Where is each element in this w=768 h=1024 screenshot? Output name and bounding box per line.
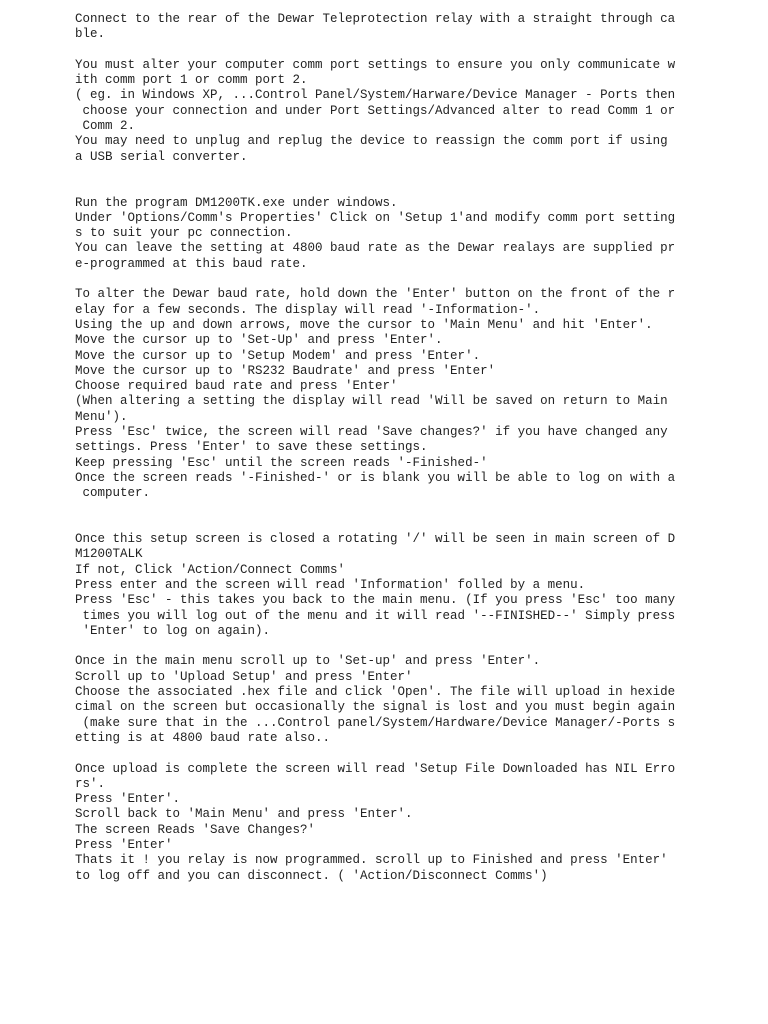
text-line: times you will log out of the menu and it will read '--FINISHED--' Simply press bbox=[75, 608, 676, 623]
text-line: ( eg. in Windows XP, ...Control Panel/System/Harware/Device Manager - Ports then bbox=[75, 88, 676, 103]
text-line: Press 'Esc' - this takes you back to the main menu. (If you press 'Esc' too many bbox=[75, 593, 676, 608]
text-line: a USB serial converter. bbox=[75, 149, 248, 164]
text-line: e-programmed at this baud rate. bbox=[75, 256, 308, 271]
text-line: Once the screen reads '-Finished-' or is blank you will be able to log on with a bbox=[75, 470, 676, 485]
text-line: to log off and you can disconnect. ( 'Action/Disconnect Comms') bbox=[75, 868, 548, 883]
text-line: M1200TALK bbox=[75, 547, 143, 562]
text-line: Connect to the rear of the Dewar Teleprotection relay with a straight through ca bbox=[75, 12, 676, 26]
text-line: Move the cursor up to 'Set-Up' and press 'Enter'. bbox=[75, 333, 443, 348]
text-line bbox=[75, 165, 695, 180]
text-line: Scroll back to 'Main Menu' and press 'Enter'. bbox=[75, 807, 413, 822]
text-line: Menu'). bbox=[75, 409, 128, 424]
text-line: choose your connection and under Port Settings/Advanced alter to read Comm 1 or bbox=[75, 103, 676, 118]
text-line: ith comm port 1 or comm port 2. bbox=[75, 73, 308, 88]
text-line: To alter the Dewar baud rate, hold down the 'Enter' button on the front of the r bbox=[75, 287, 676, 302]
document-body bbox=[75, 12, 695, 884]
text-line: Press 'Enter' bbox=[75, 838, 173, 853]
text-line: You can leave the setting at 4800 baud rate as the Dewar realays are supplied pr bbox=[75, 241, 676, 256]
text-line: You must alter your computer comm port settings to ensure you only communicate w bbox=[75, 57, 676, 72]
text-line bbox=[75, 639, 695, 654]
text-line bbox=[75, 746, 695, 761]
text-line: settings. Press 'Enter' to save these settings. bbox=[75, 440, 428, 455]
text-line: The screen Reads 'Save Changes?' bbox=[75, 822, 316, 837]
text-line: Choose required baud rate and press 'Enter' bbox=[75, 379, 398, 394]
text-line: etting is at 4800 baud rate also.. bbox=[75, 730, 331, 745]
text-line: Using the up and down arrows, move the cursor to 'Main Menu' and hit 'Enter'. bbox=[75, 317, 653, 332]
text-line: computer. bbox=[75, 486, 151, 501]
text-line bbox=[75, 43, 695, 58]
text-line: Keep pressing 'Esc' until the screen reads '-Finished-' bbox=[75, 455, 488, 470]
text-line: Thats it ! you relay is now programmed. scroll up to Finished and press 'Enter' bbox=[75, 853, 668, 868]
text-line: Once this setup screen is closed a rotating '/' will be seen in main screen of D bbox=[75, 532, 676, 547]
text-line: 'Enter' to log on again). bbox=[75, 623, 271, 638]
text-line: Once in the main menu scroll up to 'Set-up' and press 'Enter'. bbox=[75, 654, 541, 669]
text-line: Press 'Enter'. bbox=[75, 792, 181, 807]
text-line: Under 'Options/Comm's Properties' Click on 'Setup 1'and modify comm port setting bbox=[75, 210, 676, 225]
text-line: Press enter and the screen will read 'Information' folled by a menu. bbox=[75, 577, 586, 592]
text-line: s to suit your pc connection. bbox=[75, 226, 293, 241]
text-line bbox=[75, 502, 695, 517]
text-line: ble. bbox=[75, 27, 106, 42]
text-line: Choose the associated .hex file and click 'Open'. The file will upload in hexide bbox=[75, 685, 676, 700]
text-line: cimal on the screen but occasionally the signal is lost and you must begin again bbox=[75, 700, 676, 715]
text-line bbox=[75, 180, 695, 195]
text-line bbox=[75, 517, 695, 532]
text-line bbox=[75, 272, 695, 287]
text-line: Move the cursor up to 'RS232 Baudrate' and press 'Enter' bbox=[75, 363, 496, 378]
text-line: Once upload is complete the screen will read 'Setup File Downloaded has NIL Erro bbox=[75, 761, 676, 776]
text-line: Comm 2. bbox=[75, 119, 136, 134]
text-line: Scroll up to 'Upload Setup' and press 'Enter' bbox=[75, 669, 413, 684]
text-line: Move the cursor up to 'Setup Modem' and press 'Enter'. bbox=[75, 348, 481, 363]
text-line: (When altering a setting the display will read 'Will be saved on return to Main bbox=[75, 394, 668, 409]
text-line: (make sure that in the ...Control panel/System/Hardware/Device Manager/-Ports s bbox=[75, 715, 676, 730]
text-line: rs'. bbox=[75, 776, 106, 791]
text-line: elay for a few seconds. The display will read '-Information-'. bbox=[75, 302, 541, 317]
text-line: If not, Click 'Action/Connect Comms' bbox=[75, 562, 346, 577]
text-line: Run the program DM1200TK.exe under windows. bbox=[75, 195, 398, 210]
text-line: Press 'Esc' twice, the screen will read 'Save changes?' if you have changed any bbox=[75, 425, 668, 440]
text-line: You may need to unplug and replug the device to reassign the comm port if using bbox=[75, 134, 668, 149]
